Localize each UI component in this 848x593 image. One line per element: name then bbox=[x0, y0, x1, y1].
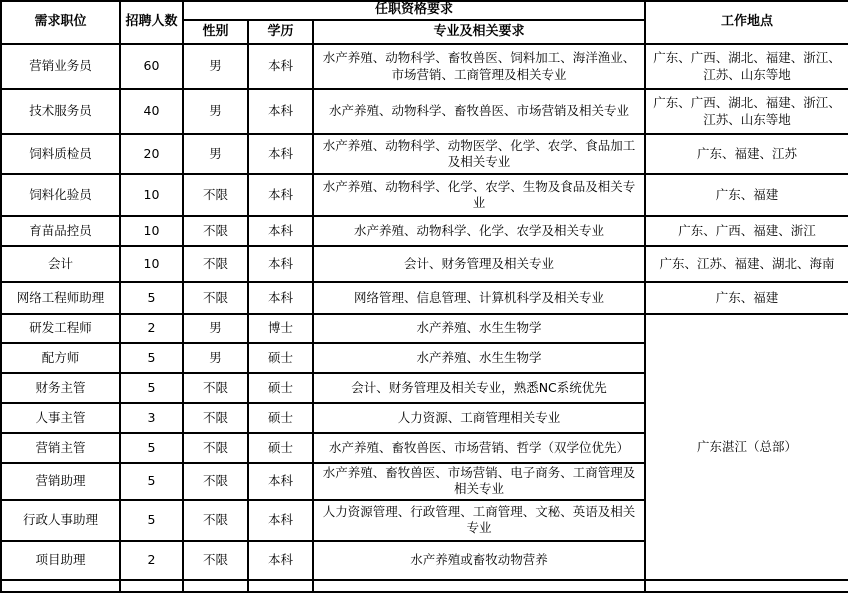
cell-gender: 不限 bbox=[183, 174, 248, 216]
cell-count: 10 bbox=[120, 174, 183, 216]
cell-major: 水产养殖或畜牧动物营养 bbox=[313, 541, 645, 580]
cell-education: 本科 bbox=[248, 282, 313, 314]
cell-count: 10 bbox=[120, 246, 183, 282]
cell-gender: 不限 bbox=[183, 433, 248, 463]
cell-gender: 不限 bbox=[183, 541, 248, 580]
cell-gender: 不限 bbox=[183, 216, 248, 246]
cell-position: 会计 bbox=[1, 246, 120, 282]
cell-location: 广东、广西、福建、浙江 bbox=[645, 216, 848, 246]
header-gender: 性别 bbox=[183, 20, 248, 44]
cell-position: 研发工程师 bbox=[1, 314, 120, 343]
cell-major: 水产养殖、动物科学、动物医学、化学、农学、食品加工及相关专业 bbox=[313, 134, 645, 174]
cell-major: 人力资源管理、行政管理、工商管理、文秘、英语及相关专业 bbox=[313, 500, 645, 541]
cell-location: 广东、江苏、福建、湖北、海南 bbox=[645, 246, 848, 282]
cell-position: 项目助理 bbox=[1, 541, 120, 580]
cell-position: 育苗品控员 bbox=[1, 216, 120, 246]
cell-count: 20 bbox=[120, 134, 183, 174]
cell-education: 本科 bbox=[248, 44, 313, 89]
cell-count: 2 bbox=[120, 541, 183, 580]
header-count: 招聘人数 bbox=[120, 1, 183, 44]
table-row bbox=[1, 174, 848, 216]
cell-gender: 男 bbox=[183, 314, 248, 343]
cell-count: 2 bbox=[120, 314, 183, 343]
cell-position: 财务主管 bbox=[1, 373, 120, 403]
cell-gender: 不限 bbox=[183, 246, 248, 282]
cell-location: 广东、福建 bbox=[645, 282, 848, 314]
cell-location: 广东、广西、湖北、福建、浙江、江苏、山东等地 bbox=[645, 89, 848, 134]
cell-gender: 男 bbox=[183, 89, 248, 134]
header-row bbox=[1, 1, 848, 20]
cell-gender: 男 bbox=[183, 343, 248, 373]
cell-gender: 不限 bbox=[183, 463, 248, 500]
cell-location: 广东、广西、湖北、福建、浙江、江苏、山东等地 bbox=[645, 44, 848, 89]
cell-education: 博士 bbox=[248, 314, 313, 343]
cell-location: 广东、福建、江苏 bbox=[645, 134, 848, 174]
header-major: 专业及相关要求 bbox=[313, 20, 645, 44]
cell-major: 人力资源、工商管理相关专业 bbox=[313, 403, 645, 433]
cell-count: 5 bbox=[120, 343, 183, 373]
cell-gender: 不限 bbox=[183, 403, 248, 433]
cell-gender: 男 bbox=[183, 44, 248, 89]
empty-cell bbox=[183, 580, 248, 592]
cell-education: 本科 bbox=[248, 174, 313, 216]
cell-position: 饲料质检员 bbox=[1, 134, 120, 174]
cell-major: 水产养殖、水生生物学 bbox=[313, 343, 645, 373]
cell-education: 硕士 bbox=[248, 403, 313, 433]
table-row-partial bbox=[1, 580, 848, 592]
cell-count: 10 bbox=[120, 216, 183, 246]
cell-gender: 不限 bbox=[183, 282, 248, 314]
cell-education: 本科 bbox=[248, 89, 313, 134]
cell-education: 本科 bbox=[248, 541, 313, 580]
cell-major: 会计、财务管理及相关专业 bbox=[313, 246, 645, 282]
cell-education: 本科 bbox=[248, 216, 313, 246]
cell-education: 本科 bbox=[248, 246, 313, 282]
cell-location-merged: 广东湛江（总部） bbox=[645, 314, 848, 580]
cell-major: 水产养殖、动物科学、化学、农学及相关专业 bbox=[313, 216, 645, 246]
cell-count: 5 bbox=[120, 433, 183, 463]
cell-education: 硕士 bbox=[248, 433, 313, 463]
cell-major: 水产养殖、水生生物学 bbox=[313, 314, 645, 343]
cell-education: 硕士 bbox=[248, 373, 313, 403]
cell-count: 5 bbox=[120, 463, 183, 500]
cell-gender: 不限 bbox=[183, 373, 248, 403]
header-position: 需求职位 bbox=[1, 1, 120, 44]
table-row bbox=[1, 314, 848, 343]
cell-major: 水产养殖、畜牧兽医、市场营销、电子商务、工商管理及相关专业 bbox=[313, 463, 645, 500]
cell-count: 60 bbox=[120, 44, 183, 89]
cell-count: 40 bbox=[120, 89, 183, 134]
cell-position: 行政人事助理 bbox=[1, 500, 120, 541]
cell-count: 5 bbox=[120, 500, 183, 541]
table-row bbox=[1, 246, 848, 282]
cell-position: 配方师 bbox=[1, 343, 120, 373]
cell-count: 5 bbox=[120, 282, 183, 314]
cell-count: 3 bbox=[120, 403, 183, 433]
table-body bbox=[1, 44, 848, 592]
cell-gender: 不限 bbox=[183, 500, 248, 541]
cell-major: 网络管理、信息管理、计算机科学及相关专业 bbox=[313, 282, 645, 314]
header-qualification-group: 任职资格要求 bbox=[183, 1, 645, 20]
cell-major: 水产养殖、畜牧兽医、市场营销、哲学（双学位优先） bbox=[313, 433, 645, 463]
table-row bbox=[1, 134, 848, 174]
empty-cell bbox=[645, 580, 848, 592]
empty-cell bbox=[248, 580, 313, 592]
cell-major: 会计、财务管理及相关专业，熟悉NC系统优先 bbox=[313, 373, 645, 403]
header-location: 工作地点 bbox=[645, 1, 848, 44]
cell-location: 广东、福建 bbox=[645, 174, 848, 216]
cell-position: 网络工程师助理 bbox=[1, 282, 120, 314]
cell-position: 人事主管 bbox=[1, 403, 120, 433]
cell-education: 本科 bbox=[248, 500, 313, 541]
cell-major: 水产养殖、动物科学、化学、农学、生物及食品及相关专业 bbox=[313, 174, 645, 216]
cell-education: 本科 bbox=[248, 134, 313, 174]
table-row bbox=[1, 216, 848, 246]
empty-cell bbox=[313, 580, 645, 592]
table-row bbox=[1, 89, 848, 134]
table-row bbox=[1, 44, 848, 89]
cell-major: 水产养殖、动物科学、畜牧兽医、市场营销及相关专业 bbox=[313, 89, 645, 134]
cell-position: 营销业务员 bbox=[1, 44, 120, 89]
cell-education: 本科 bbox=[248, 463, 313, 500]
cell-position: 技术服务员 bbox=[1, 89, 120, 134]
cell-count: 5 bbox=[120, 373, 183, 403]
empty-cell bbox=[1, 580, 120, 592]
cell-position: 饲料化验员 bbox=[1, 174, 120, 216]
cell-position: 营销助理 bbox=[1, 463, 120, 500]
cell-education: 硕士 bbox=[248, 343, 313, 373]
cell-major: 水产养殖、动物科学、畜牧兽医、饲料加工、海洋渔业、市场营销、工商管理及相关专业 bbox=[313, 44, 645, 89]
cell-gender: 男 bbox=[183, 134, 248, 174]
table-row bbox=[1, 282, 848, 314]
empty-cell bbox=[120, 580, 183, 592]
header-education: 学历 bbox=[248, 20, 313, 44]
cell-position: 营销主管 bbox=[1, 433, 120, 463]
